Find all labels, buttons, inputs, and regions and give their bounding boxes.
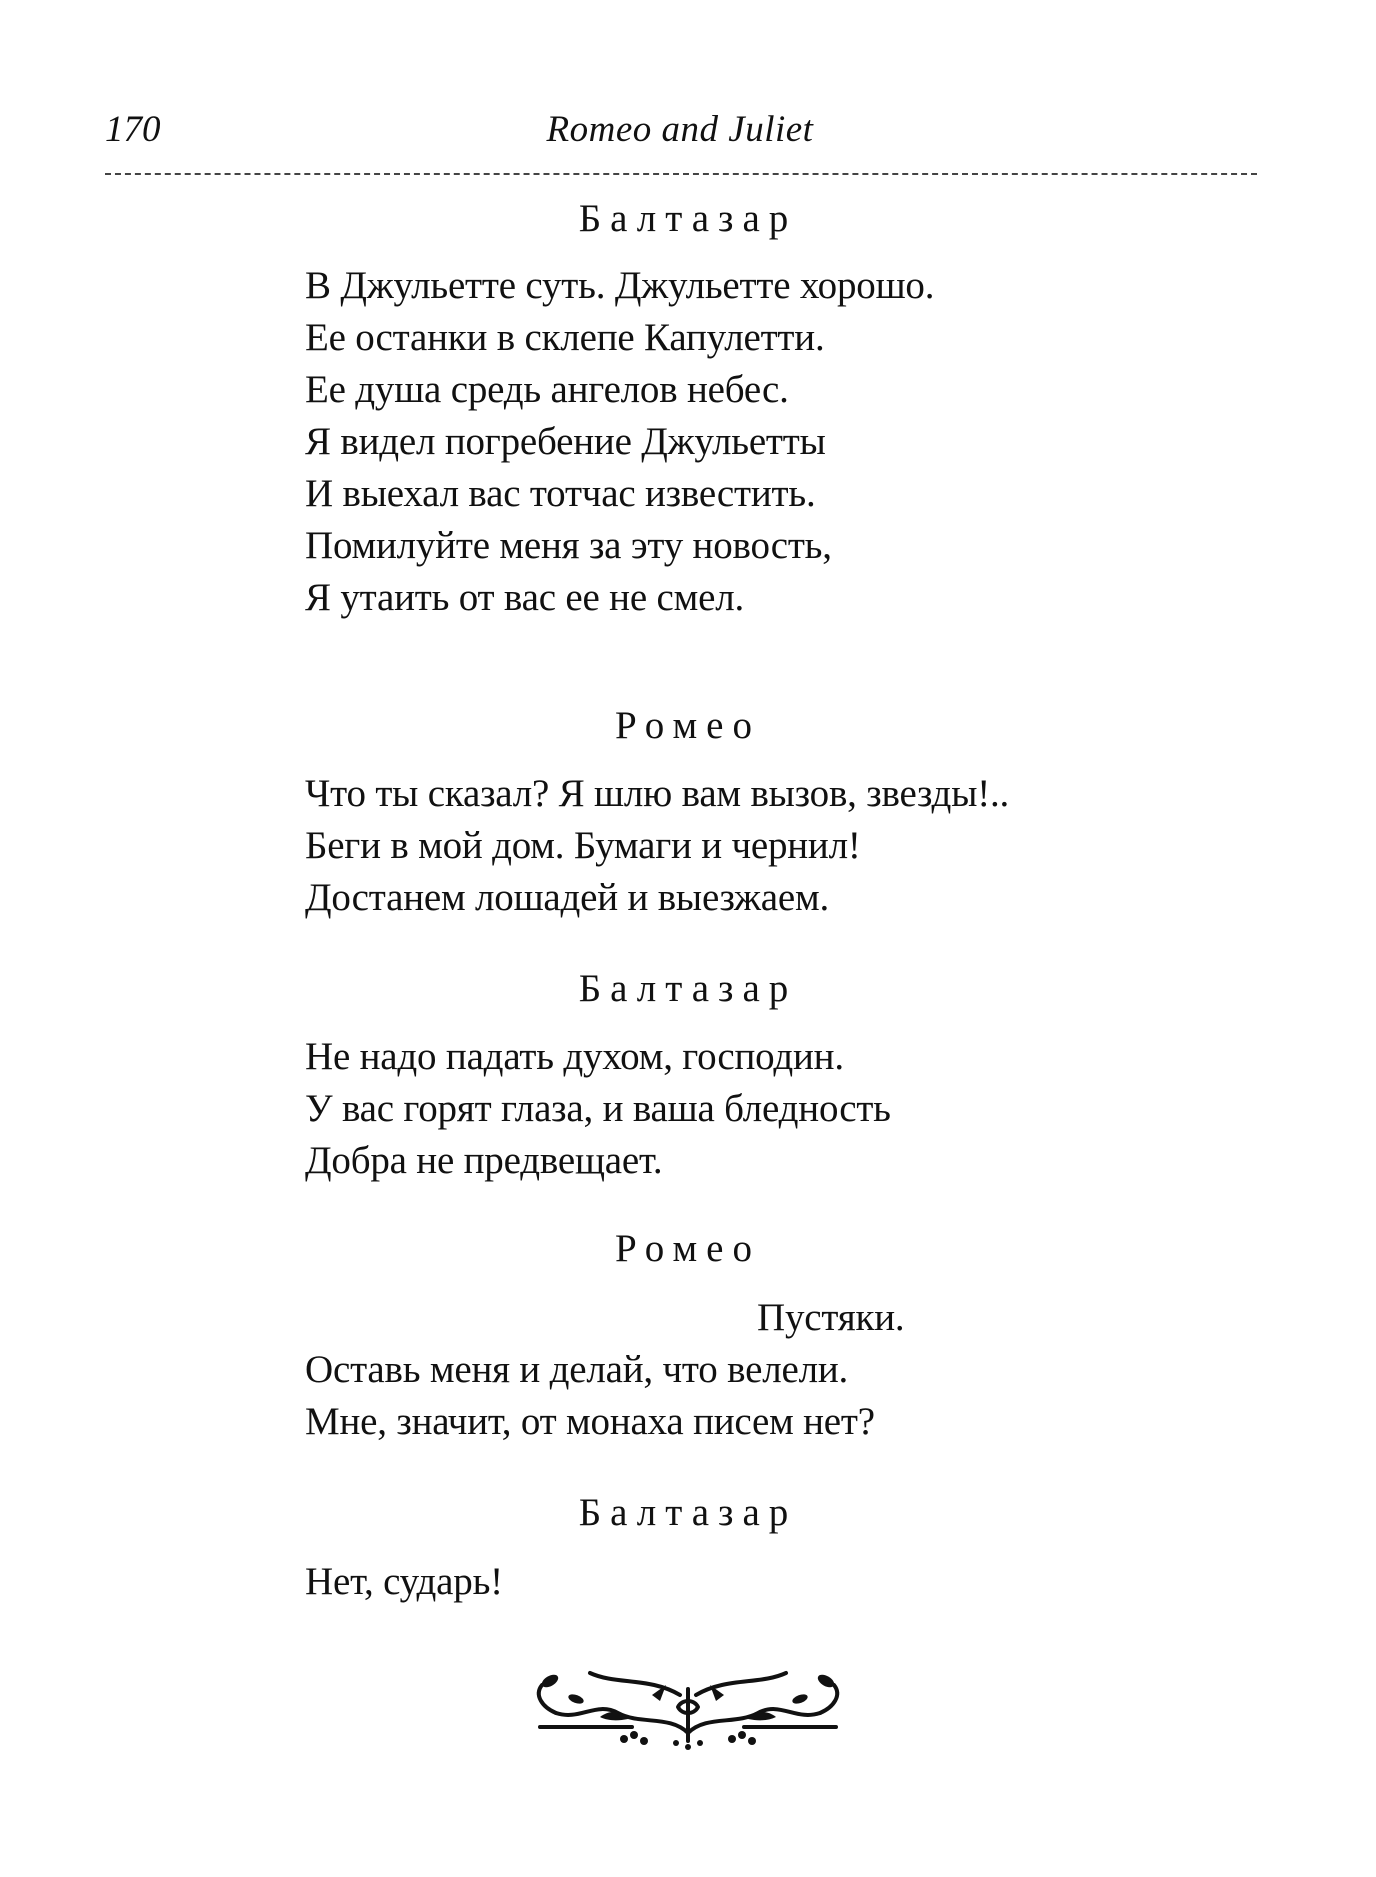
verse-line: Не надо падать духом, господин. (305, 1035, 844, 1078)
verse-line: Добра не предвещает. (305, 1139, 663, 1182)
verse-line: И выехал вас тотчас известить. (305, 472, 816, 515)
speech-block (305, 260, 1305, 624)
header-rule (105, 173, 1257, 176)
verse-line: Ее останки в склепе Капулетти. (305, 316, 825, 359)
verse-line: Беги в мой дом. Бумаги и чернил! (305, 824, 861, 867)
verse-line: Достанем лошадей и выезжаем. (305, 876, 830, 919)
verse-line: У вас горят глаза, и ваша бледность (305, 1087, 891, 1130)
verse-line: Ее душа средь ангелов небес. (305, 368, 789, 411)
verse-line: Мне, значит, от монаха писем нет? (305, 1400, 875, 1443)
page-number: 170 (105, 109, 161, 150)
verse-line: Что ты сказал? Я шлю вам вызов, звезды!.. (305, 772, 1010, 815)
speaker-name: Балтазар (578, 197, 798, 240)
speech-block (305, 768, 1305, 924)
running-title: Romeo and Juliet (546, 109, 814, 150)
floral-ornament-icon (520, 1655, 856, 1751)
verse-line: Оставь меня и делай, что велели. (305, 1348, 849, 1391)
speaker-name: Балтазар (578, 967, 798, 1010)
verse-line: Я утаить от вас ее не смел. (305, 576, 745, 619)
page-header (105, 108, 1255, 152)
speech-block (305, 1556, 1305, 1608)
speech-block (305, 1031, 1305, 1187)
verse-line: Я видел погребение Джульетты (305, 420, 826, 463)
verse-line: В Джульетте суть. Джульетте хорошо. (305, 264, 935, 307)
verse-line-indented: Пустяки. (757, 1296, 905, 1339)
verse-line: Помилуйте меня за эту новость, (305, 524, 832, 567)
speaker-name: Балтазар (578, 1491, 798, 1534)
verse-line: Нет, сударь! (305, 1560, 503, 1603)
speaker-name: Ромео (615, 1227, 761, 1270)
speech-block (305, 1292, 1305, 1448)
speaker-name: Ромео (615, 704, 761, 747)
